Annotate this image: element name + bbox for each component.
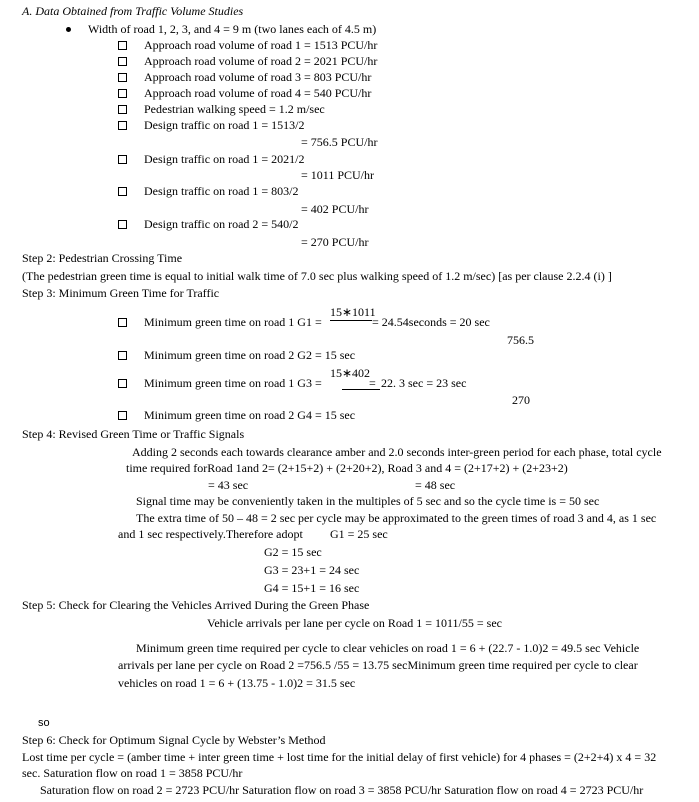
step4-title: Step 4: Revised Green Time or Traffic Signals bbox=[22, 427, 245, 441]
list-item bbox=[118, 315, 127, 329]
checkbox-icon bbox=[118, 318, 127, 327]
step4-g4: G4 = 15+1 = 16 sec bbox=[264, 581, 360, 595]
checkbox-icon bbox=[118, 57, 127, 66]
g1-numerator: 15∗1011 bbox=[330, 305, 376, 319]
checkbox-icon bbox=[118, 105, 127, 114]
checkbox-icon bbox=[118, 220, 127, 229]
list-item bbox=[118, 86, 127, 100]
list-item-text: Design traffic on road 1 = 803/2 bbox=[144, 184, 299, 198]
fraction-bar bbox=[342, 389, 380, 390]
g2-line: Minimum green time on road 2 G2 = 15 sec bbox=[144, 348, 356, 362]
so-text: so bbox=[38, 717, 50, 729]
g3-result-prefix: = bbox=[369, 376, 376, 390]
step6-line3: Saturation flow on road 2 = 2723 PCU/hr Saturation flow on road 3 = 3858 PCU/hr Saturation flow on road 4 = 2723 PCU/hr bbox=[40, 783, 644, 797]
list-item-text: Approach road volume of road 3 = 803 PCU/hr bbox=[144, 70, 372, 84]
list-item-text: Approach road volume of road 4 = 540 PCU/hr bbox=[144, 86, 372, 100]
checkbox-icon bbox=[118, 351, 127, 360]
step4-eq-b: = 48 sec bbox=[415, 478, 456, 492]
list-item-text: Approach road volume of road 1 = 1513 PCU/hr bbox=[144, 38, 378, 52]
step4-g2: G2 = 15 sec bbox=[264, 545, 322, 559]
step3-title: Step 3: Minimum Green Time for Traffic bbox=[22, 286, 220, 300]
checkbox-icon bbox=[118, 155, 127, 164]
step4-para3-line1: The extra time of 50 – 48 = 2 sec per cycle may be approximated to the green times of road 3 and 4, as 1 sec bbox=[136, 511, 657, 525]
step2-text: (The pedestrian green time is equal to initial walk time of 7.0 sec plus walking speed of 1.2 m/sec) [as per clause 2.2.4 (i) ] bbox=[22, 269, 612, 283]
checkbox-icon bbox=[118, 73, 127, 82]
step6-title: Step 6: Check for Optimum Signal Cycle by Webster’s Method bbox=[22, 733, 326, 747]
list-item bbox=[118, 408, 127, 422]
checkbox-icon bbox=[118, 187, 127, 196]
list-item-text: Design traffic on road 1 = 2021/2 bbox=[144, 152, 305, 166]
step4-para1-line1: Adding 2 seconds each towards clearance amber and 2.0 seconds inter-green period for each phase, total cycle bbox=[132, 445, 662, 459]
step5-line1: Vehicle arrivals per lane per cycle on Road 1 = 1011/55 = sec bbox=[207, 616, 502, 630]
result-value: = 1011 PCU/hr bbox=[301, 168, 374, 182]
checkbox-icon bbox=[118, 41, 127, 50]
bullet-icon bbox=[66, 27, 71, 32]
g4-line: Minimum green time on road 2 G4 = 15 sec bbox=[144, 408, 356, 422]
step6-line2: sec. Saturation flow on road 1 = 3858 PCU/hr bbox=[22, 766, 243, 780]
width-line: Width of road 1, 2, 3, and 4 = 9 m (two lanes each of 4.5 m) bbox=[88, 22, 377, 36]
list-item bbox=[118, 217, 127, 231]
list-item bbox=[118, 348, 127, 362]
fraction-bar bbox=[330, 320, 372, 321]
list-item-text: Pedestrian walking speed = 1.2 m/sec bbox=[144, 102, 325, 116]
g3-numerator: 15∗402 bbox=[330, 366, 371, 380]
step4-g3: G3 = 23+1 = 24 sec bbox=[264, 563, 360, 577]
checkbox-icon bbox=[118, 89, 127, 98]
g3-result: 22. 3 sec = 23 sec bbox=[381, 376, 467, 390]
step5-line3: arrivals per lane per cycle on Road 2 =756.5 /55 = 13.75 secMinimum green time required per cycle to clear bbox=[118, 658, 638, 672]
g1-label: Minimum green time on road 1 G1 = bbox=[144, 315, 322, 329]
list-item bbox=[118, 102, 127, 116]
step5-title: Step 5: Check for Clearing the Vehicles Arrived During the Green Phase bbox=[22, 598, 370, 612]
list-item bbox=[118, 38, 127, 52]
list-item bbox=[118, 70, 127, 84]
g1-denominator: 756.5 bbox=[507, 333, 534, 347]
result-value: = 402 PCU/hr bbox=[301, 202, 369, 216]
step4-para3-line2: and 1 sec respectively.Therefore adopt bbox=[118, 527, 303, 541]
step4-para1-line2: time required forRoad 1and 2= (2+15+2) + (2+20+2), Road 3 and 4 = (2+17+2) + (2+23+2) bbox=[126, 461, 568, 475]
list-item-text: Approach road volume of road 2 = 2021 PCU/hr bbox=[144, 54, 378, 68]
step2-title: Step 2: Pedestrian Crossing Time bbox=[22, 251, 183, 265]
g1-result: = 24.54seconds = 20 sec bbox=[372, 315, 490, 329]
section-a-heading: A. Data Obtained from Traffic Volume Studies bbox=[22, 4, 244, 18]
list-item bbox=[118, 152, 127, 166]
step5-line2: Minimum green time required per cycle to clear vehicles on road 1 = 6 + (22.7 - 1.0)2 = 49.5 sec Vehicle bbox=[136, 641, 640, 655]
checkbox-icon bbox=[118, 379, 127, 388]
step4-eq-a: = 43 sec bbox=[208, 478, 249, 492]
list-item bbox=[118, 118, 127, 132]
checkbox-icon bbox=[118, 411, 127, 420]
width-bullet bbox=[66, 22, 71, 36]
step4-para2: Signal time may be conveniently taken in the multiples of 5 sec and so the cycle time is = 50 sec bbox=[136, 494, 600, 508]
g3-denominator: 270 bbox=[512, 393, 530, 407]
list-item bbox=[118, 376, 127, 390]
list-item-text: Design traffic on road 1 = 1513/2 bbox=[144, 118, 305, 132]
result-value: = 756.5 PCU/hr bbox=[301, 135, 378, 149]
list-item-text: Design traffic on road 2 = 540/2 bbox=[144, 217, 299, 231]
checkbox-icon bbox=[118, 121, 127, 130]
list-item bbox=[118, 54, 127, 68]
result-value: = 270 PCU/hr bbox=[301, 235, 369, 249]
step6-line1: Lost time per cycle = (amber time + inter green time + lost time for the initial delay of first vehicle) for 4 phases = (2+2+4) x 4 = 32 bbox=[22, 750, 657, 764]
g3-label: Minimum green time on road 1 G3 = bbox=[144, 376, 322, 390]
list-item bbox=[118, 184, 127, 198]
step4-g1: G1 = 25 sec bbox=[330, 527, 388, 541]
step5-line4: vehicles on road 1 = 6 + (13.75 - 1.0)2 = 31.5 sec bbox=[118, 676, 356, 690]
